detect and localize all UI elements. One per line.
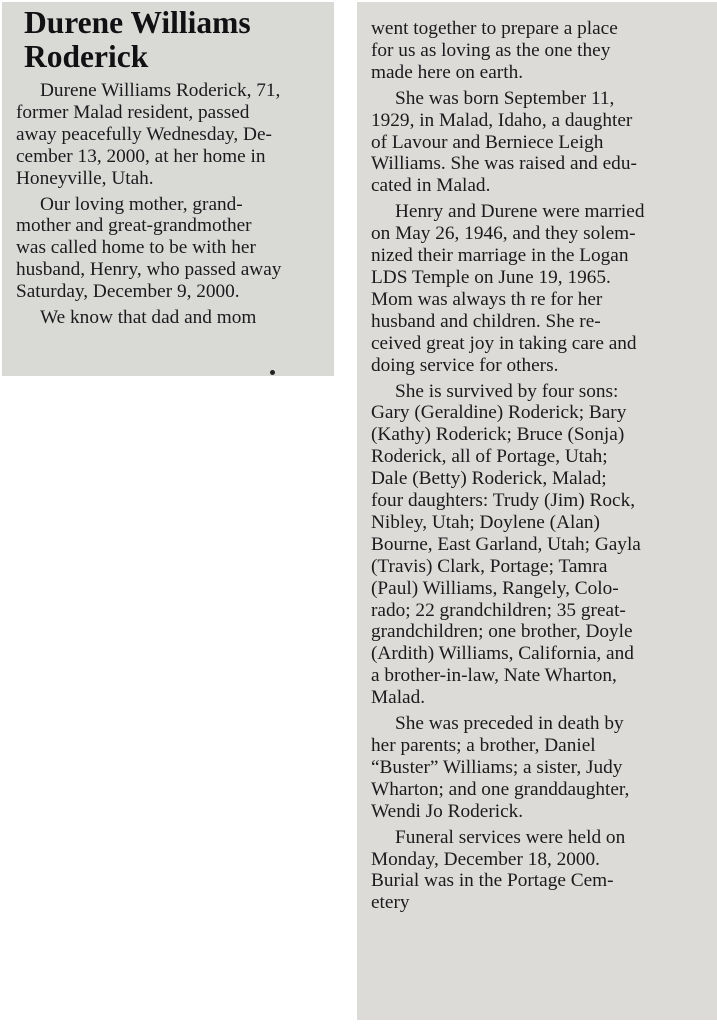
- text-line: Nibley, Utah; Doylene (Alan): [371, 511, 600, 533]
- text-line: Henry and Durene were married: [395, 201, 645, 223]
- text-line: husband, Henry, who passed away: [16, 259, 282, 281]
- text-line: (Travis) Clark, Portage; Tamra: [371, 555, 608, 577]
- text-line: (Ardith) Williams, California, and: [371, 643, 634, 665]
- text-line: cated in Malad.: [371, 175, 491, 197]
- text-line: ceived great joy in taking care and: [371, 332, 637, 354]
- text-line: Monday, December 18, 2000.: [371, 848, 600, 870]
- text-line: Durene Williams Roderick, 71,: [40, 80, 281, 101]
- text-line: 1929, in Malad, Idaho, a daughter: [371, 109, 633, 131]
- text-line: etery: [371, 892, 410, 914]
- obituary-paragraph: [371, 201, 711, 376]
- text-line: made here on earth.: [371, 61, 524, 83]
- text-line: for us as loving as the one they: [371, 39, 611, 61]
- text-line: went together to prepare a place: [371, 18, 618, 39]
- obituary-paragraph: [371, 827, 711, 915]
- obituary-paragraph: [371, 713, 711, 823]
- text-line: She is survived by four sons:: [395, 380, 619, 402]
- obituary-paragraph: [16, 80, 334, 190]
- text-line: Williams. She was raised and edu-: [371, 153, 637, 175]
- text-line: nized their marriage in the Logan: [371, 245, 629, 267]
- text-line: She was born September 11,: [395, 87, 615, 109]
- obituary-paragraph: [371, 18, 711, 84]
- obituary-paragraph: [16, 194, 334, 304]
- text-line: of Lavour and Berniece Leigh: [371, 131, 604, 153]
- right-column-body: [357, 18, 711, 914]
- text-line: rado; 22 grandchildren; 35 great-: [371, 599, 626, 621]
- text-line: a brother-in-law, Nate Wharton,: [371, 665, 617, 687]
- text-line: away peacefully Wednesday, De-: [16, 123, 272, 145]
- obituary-paragraph: [16, 307, 334, 329]
- text-line: “Buster” Williams; a sister, Judy: [371, 756, 623, 778]
- text-line: Funeral services were held on: [395, 826, 626, 848]
- text-line: Malad.: [371, 687, 426, 709]
- print-speck: [270, 370, 275, 375]
- text-line: We know that dad and mom: [40, 307, 257, 329]
- text-line: (Paul) Williams, Rangely, Colo-: [371, 577, 619, 599]
- text-line: grandchildren; one brother, Doyle: [371, 621, 633, 643]
- text-line: Dale (Betty) Roderick, Malad;: [371, 468, 607, 490]
- text-line: on May 26, 1946, and they solem-: [371, 223, 636, 245]
- text-line: Wharton; and one granddaughter,: [371, 778, 630, 800]
- text-line: She was preceded in death by: [395, 713, 624, 735]
- obituary-paragraph: [371, 88, 711, 198]
- clipping-left-column: [2, 2, 334, 376]
- obituary-paragraph: [371, 381, 711, 710]
- text-line: (Kathy) Roderick; Bruce (Sonja): [371, 424, 625, 446]
- text-line: doing service for others.: [371, 354, 559, 376]
- text-line: her parents; a brother, Daniel: [371, 735, 596, 756]
- text-line: Gary (Geraldine) Roderick; Bary: [371, 402, 627, 424]
- text-line: LDS Temple on June 19, 1965.: [371, 266, 611, 288]
- text-line: mother and great-grandmother: [16, 215, 252, 237]
- text-line: Burial was in the Portage Cem-: [371, 870, 614, 892]
- headline-line: Roderick: [24, 39, 149, 74]
- text-line: Saturday, December 9, 2000.: [16, 281, 240, 303]
- headline-line: Durene Williams: [24, 5, 251, 40]
- clipping-right-column: [357, 2, 717, 1020]
- left-column-body: [2, 80, 334, 329]
- text-line: cember 13, 2000, at her home in: [16, 145, 266, 167]
- text-line: four daughters: Trudy (Jim) Rock,: [371, 490, 636, 512]
- text-line: Our loving mother, grand-: [40, 193, 243, 215]
- text-line: former Malad resident, passed: [16, 101, 250, 123]
- text-line: husband and children. She re-: [371, 310, 601, 332]
- text-line: Mom was always th re for her: [371, 288, 603, 310]
- text-line: was called home to be with her: [16, 237, 256, 259]
- text-line: Roderick, all of Portage, Utah;: [371, 446, 608, 468]
- text-line: Bourne, East Garland, Utah; Gayla: [371, 533, 641, 555]
- text-line: Wendi Jo Roderick.: [371, 800, 524, 822]
- obituary-headline: [2, 6, 334, 74]
- text-line: Honeyville, Utah.: [16, 167, 154, 189]
